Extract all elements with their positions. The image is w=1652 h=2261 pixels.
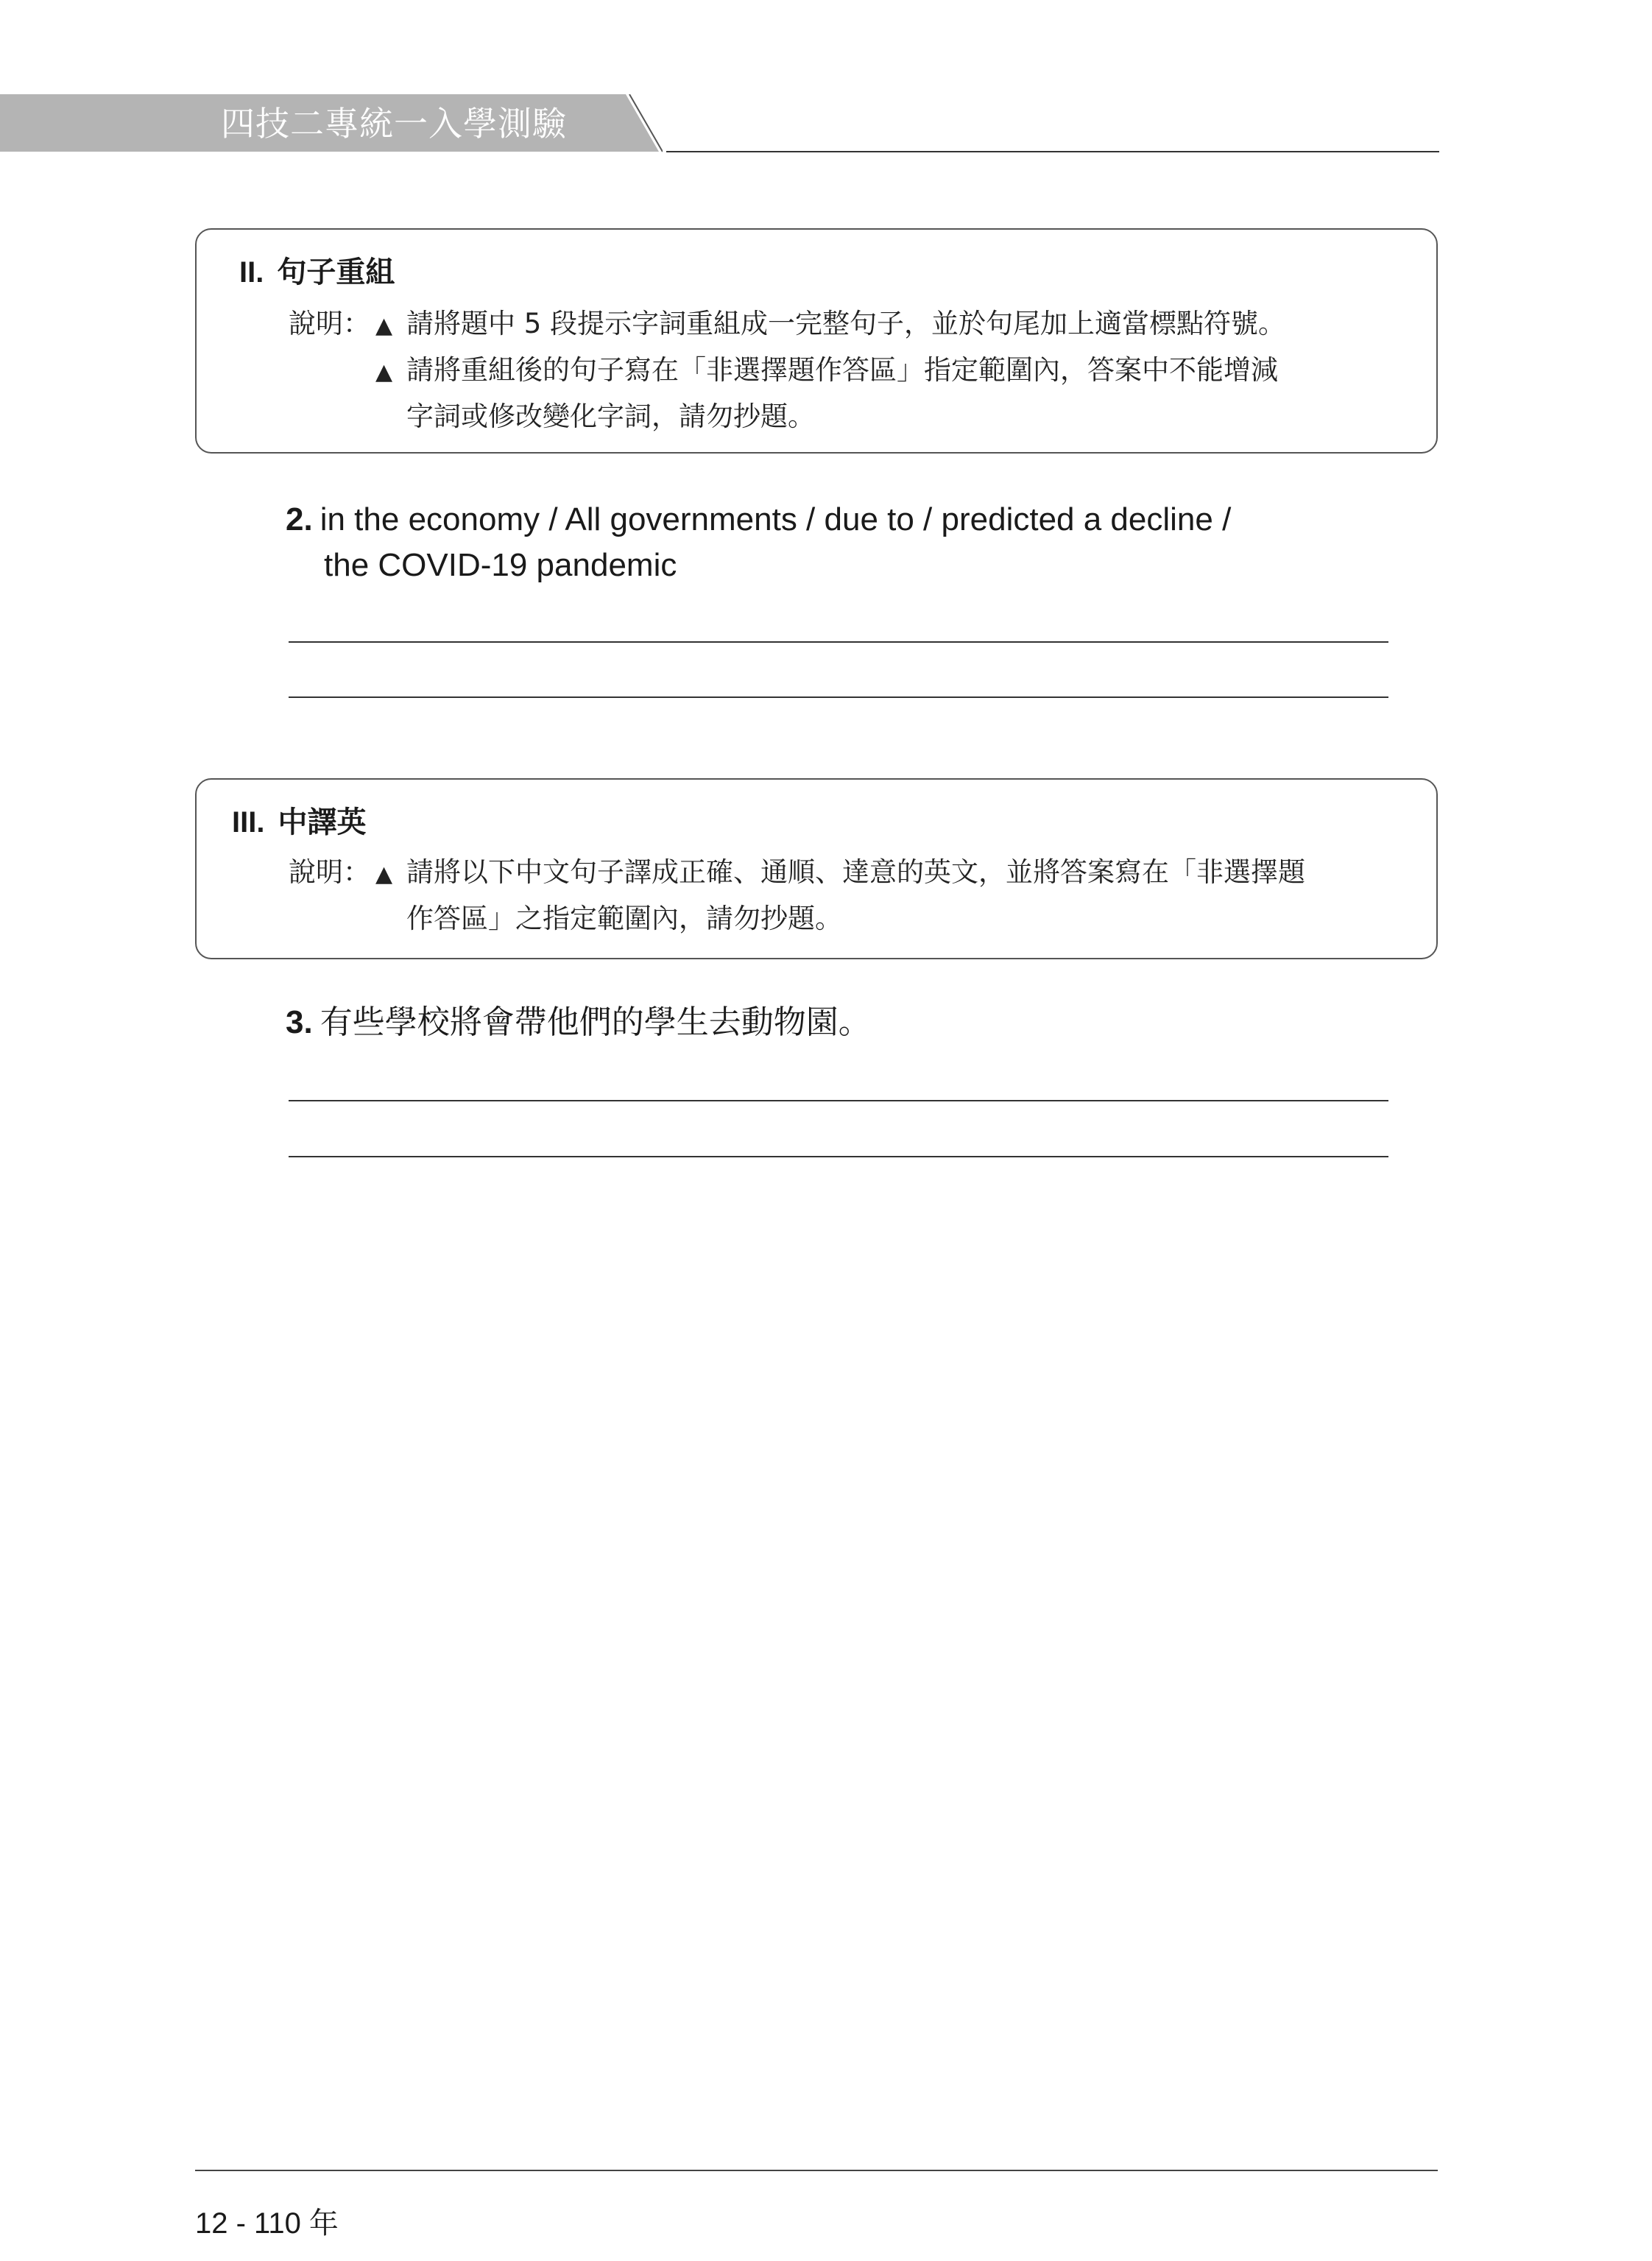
answer-line[interactable]: [289, 696, 1388, 698]
instruction-text: 作答區」之指定範圍內，請勿抄題。: [406, 903, 842, 934]
section-3-instructions: [289, 850, 1305, 941]
header-rule: [666, 151, 1439, 152]
section-2-heading: [239, 249, 395, 291]
section-2-number: II.: [239, 256, 264, 289]
instruction-lead: 說明：: [289, 856, 370, 888]
instruction-line: [289, 302, 1285, 348]
question-2-text-1: in the economy / All governments / due to / predicted a decline /: [320, 501, 1232, 537]
header-title: 四技二專統一入學測驗: [221, 104, 567, 144]
instruction-text: 字詞或修改變化字詞，請勿抄題。: [406, 401, 815, 432]
triangle-bullet-icon: ▲: [375, 359, 393, 385]
question-2-number: 2.: [286, 501, 313, 537]
section-3-heading: [232, 799, 366, 841]
section-3-number: III.: [232, 806, 265, 839]
question-3-text: 有些學校將會帶他們的學生去動物園。: [320, 1003, 871, 1041]
question-2-text-2: the COVID-19 pandemic: [324, 547, 677, 583]
triangle-bullet-icon: ▲: [375, 313, 393, 339]
answer-line[interactable]: [289, 1156, 1388, 1157]
instruction-line: [289, 395, 1285, 439]
question-2: [286, 497, 1231, 588]
section-3-title: 中譯英: [278, 805, 367, 839]
section-2-title: 句子重組: [277, 255, 395, 289]
page-number: 12 - 110 年: [195, 2207, 339, 2240]
footer-rule: [195, 2170, 1438, 2171]
question-3-number: 3.: [286, 1004, 313, 1040]
triangle-bullet-icon: ▲: [375, 861, 393, 887]
instruction-line: [289, 348, 1285, 395]
section-2-instructions: [289, 302, 1285, 439]
instruction-line: [289, 850, 1305, 897]
answer-line[interactable]: [289, 1100, 1388, 1101]
question-2-line-1: [286, 497, 1231, 543]
instruction-lead: 說明：: [289, 308, 370, 339]
answer-line[interactable]: [289, 641, 1388, 643]
instruction-text: 請將重組後的句子寫在「非選擇題作答區」指定範圍內，答案中不能增減: [406, 354, 1278, 386]
instruction-text: 請將以下中文句子譯成正確、通順、達意的英文，並將答案寫在「非選擇題: [406, 856, 1305, 888]
instruction-text: 請將題中 5 段提示字詞重組成一完整句子，並於句尾加上適當標點符號。: [406, 308, 1286, 339]
instruction-line: [289, 897, 1305, 941]
question-3: [286, 1000, 871, 1045]
